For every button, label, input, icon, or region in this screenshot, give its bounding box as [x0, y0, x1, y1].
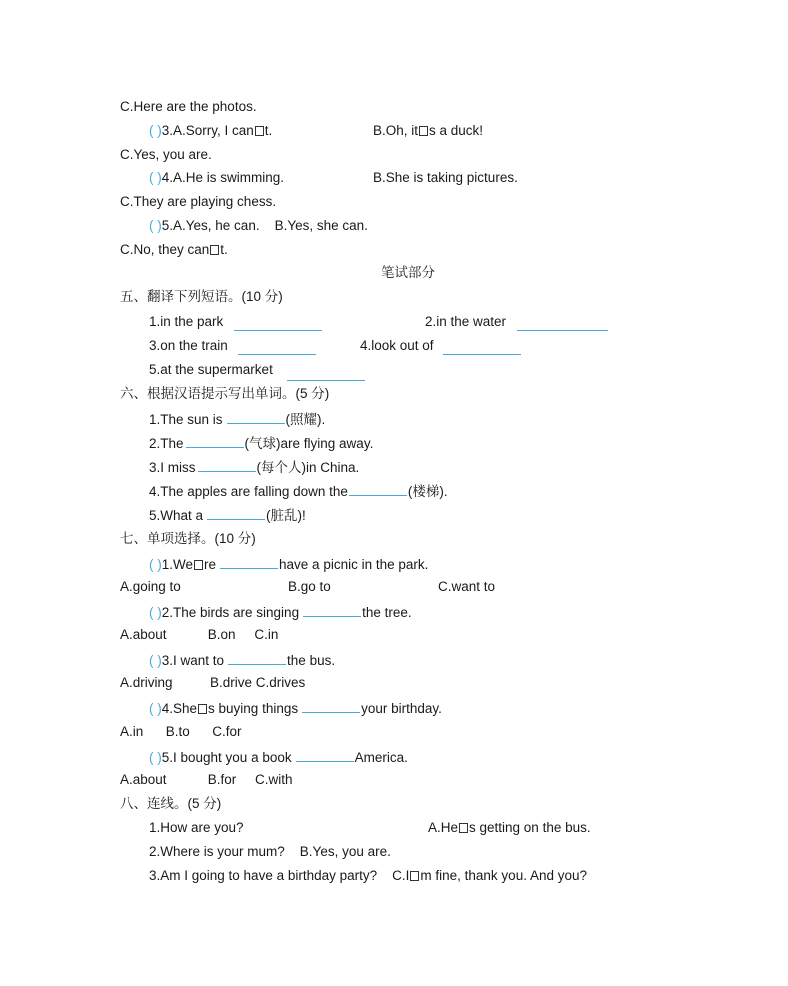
answer-paren[interactable]: ( ) [149, 218, 162, 233]
s6-item-3-pre: 3.I miss [149, 460, 196, 475]
s8-row-3-end: m fine, thank you. And you? [420, 868, 587, 883]
s7-q4-stem-mid: s buying things [208, 701, 299, 716]
answer-blank[interactable] [220, 554, 278, 569]
s8-row-3 [149, 867, 587, 885]
answer-blank[interactable] [349, 481, 407, 496]
option-b-end: s a duck! [429, 123, 484, 138]
answer-blank[interactable] [227, 409, 285, 424]
answer-paren[interactable]: ( ) [149, 701, 162, 716]
answer-paren[interactable]: ( ) [149, 123, 162, 138]
option-a-end: t. [264, 123, 273, 138]
s6-item-2-hint: (气球)are flying away. [244, 436, 374, 451]
s6-item-1 [149, 409, 325, 429]
s8-row-3-start: 3.Am I going to have a birthday party? C.I [149, 868, 410, 883]
section-8-title: 八、连线。(5 分) [120, 796, 222, 811]
s7-q2-options: A.about B.on C.in [120, 627, 279, 642]
s7-q1-stem-end: have a picnic in the park. [279, 557, 429, 572]
s8-row-2: 2.Where is your mum? B.Yes, you are. [149, 844, 391, 859]
answer-paren[interactable]: ( ) [149, 605, 162, 620]
s7-question-4 [149, 698, 442, 718]
answer-blank[interactable] [443, 340, 521, 355]
section-6-title: 六、根据汉语提示写出单词。(5 分) [120, 386, 330, 401]
option-line: C.Here are the photos. [120, 99, 257, 114]
answer-paren[interactable]: ( ) [149, 557, 162, 572]
s5-item-1 [149, 313, 223, 331]
s7-q4-stem-start: 4.She [161, 701, 198, 716]
question-3 [149, 122, 272, 140]
s6-item-5 [149, 505, 306, 525]
option-b [373, 122, 483, 140]
s6-item-3-hint: (每个人)in China. [256, 460, 360, 475]
answer-blank[interactable] [186, 433, 244, 448]
s6-item-3 [149, 457, 359, 477]
s7-q1-option-b: B.go to [288, 579, 331, 594]
s8-row-1-left: 1.How are you? [149, 820, 244, 835]
s7-question-2 [149, 602, 412, 622]
s6-item-4-hint: (楼梯). [407, 484, 448, 499]
missing-char-box [210, 245, 219, 255]
s8-row-1-right [428, 819, 591, 837]
s6-item-1-pre: 1.The sun is [149, 412, 223, 427]
missing-char-box [198, 704, 207, 714]
option-c-end: t. [220, 242, 228, 257]
missing-char-box [255, 126, 264, 136]
answer-blank[interactable] [303, 602, 361, 617]
s7-question-3 [149, 650, 335, 670]
missing-char-box [410, 871, 419, 881]
s5-item-5 [149, 361, 273, 379]
option-b: B.She is taking pictures. [373, 170, 518, 185]
question-4 [149, 169, 284, 187]
s5-item-2-label: 2.in the water [425, 314, 507, 329]
answer-blank[interactable] [238, 340, 316, 355]
s8-row-1-right-start: A.He [428, 820, 459, 835]
section-title-written: 笔试部分 [381, 265, 435, 280]
answer-blank[interactable] [234, 316, 322, 331]
s6-item-4-pre: 4.The apples are falling down the [149, 484, 348, 499]
options-ab: 5.A.Yes, he can. B.Yes, she can. [161, 218, 368, 233]
s7-q1-stem-mid: re [204, 557, 217, 572]
s6-item-4 [149, 481, 448, 501]
option-c: C.They are playing chess. [120, 194, 277, 209]
s6-item-2 [149, 433, 373, 453]
answer-paren[interactable]: ( ) [149, 170, 162, 185]
s5-item-4-label: 4.look out of [360, 338, 434, 353]
s7-q1-option-c: C.want to [438, 579, 496, 594]
s7-question-1 [149, 554, 428, 574]
s5-item-3-label: 3.on the train [149, 338, 228, 353]
answer-blank[interactable] [198, 457, 256, 472]
s5-item-4 [360, 337, 434, 355]
answer-blank[interactable] [207, 505, 265, 520]
s7-q1-option-a: A.going to [120, 579, 181, 594]
s7-question-5 [149, 747, 408, 767]
section-5-title: 五、翻译下列短语。(10 分) [120, 289, 283, 304]
s7-q5-stem-end: America. [354, 750, 408, 765]
option-c-start: C.No, they can [120, 242, 210, 257]
s7-q2-stem-end: the tree. [362, 605, 412, 620]
s7-q3-options: A.driving B.drive C.drives [120, 675, 306, 690]
option-c: C.Yes, you are. [120, 147, 212, 162]
answer-paren[interactable]: ( ) [149, 653, 162, 668]
s7-q5-options: A.about B.for C.with [120, 772, 293, 787]
s5-item-3 [149, 337, 228, 355]
s6-item-5-hint: (脏乱)! [266, 508, 306, 523]
section-7-title: 七、单项选择。(10 分) [120, 531, 256, 546]
s7-q5-stem-start: 5.I bought you a book [161, 750, 292, 765]
s5-item-2 [425, 313, 506, 331]
s8-row-1-right-end: s getting on the bus. [469, 820, 591, 835]
option-c [120, 241, 228, 259]
missing-char-box [459, 823, 468, 833]
s6-item-2-pre: 2.The [149, 436, 184, 451]
answer-blank[interactable] [296, 747, 354, 762]
s7-q3-stem-end: the bus. [287, 653, 336, 668]
answer-blank[interactable] [228, 650, 286, 665]
s5-item-5-label: 5.at the supermarket [149, 362, 273, 377]
answer-paren[interactable]: ( ) [149, 750, 162, 765]
answer-blank[interactable] [287, 366, 365, 381]
option-b-start: B.Oh, it [373, 123, 419, 138]
option-a: 3.A.Sorry, I can [161, 123, 254, 138]
option-a: 4.A.He is swimming. [161, 170, 285, 185]
answer-blank[interactable] [517, 316, 608, 331]
s7-q2-stem-start: 2.The birds are singing [161, 605, 300, 620]
s7-q1-stem-start: 1.We [161, 557, 194, 572]
missing-char-box [419, 126, 428, 136]
missing-char-box [194, 560, 203, 570]
s6-item-5-pre: 5.What a [149, 508, 204, 523]
s6-item-1-hint: (照耀). [285, 412, 326, 427]
s5-item-1-label: 1.in the park [149, 314, 224, 329]
question-5 [149, 217, 368, 235]
s7-q4-stem-end: your birthday. [361, 701, 442, 716]
answer-blank[interactable] [302, 698, 360, 713]
s7-q4-options: A.in B.to C.for [120, 724, 242, 739]
s7-q3-stem-start: 3.I want to [161, 653, 225, 668]
